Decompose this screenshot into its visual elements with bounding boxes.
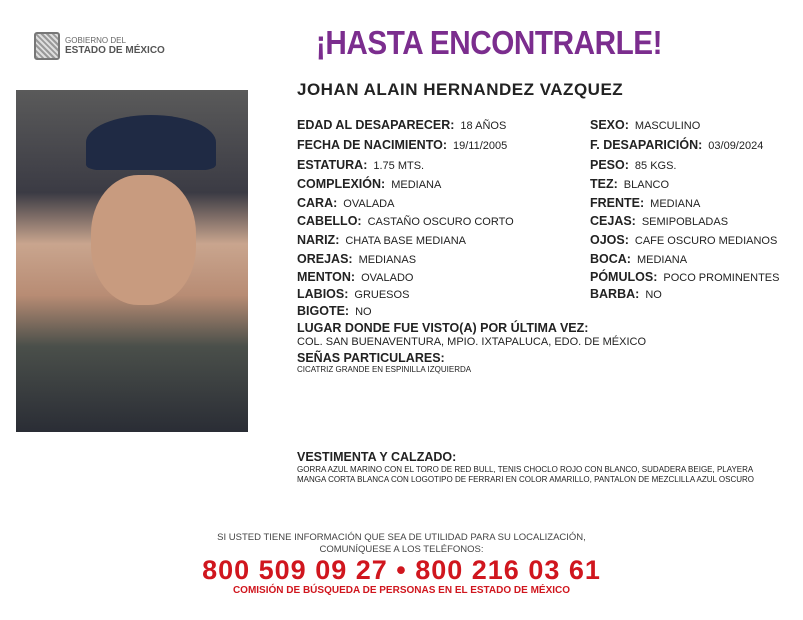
field-label: CEJAS: [590, 214, 636, 228]
field-value: MEDIANA [391, 179, 442, 191]
last-seen-value: COL. SAN BUENAVENTURA, MPIO. IXTAPALUCA, EDO. DE MÉXICO [297, 336, 647, 348]
field-label: FECHA DE NACIMIENTO: [297, 138, 447, 152]
field-row [297, 233, 466, 247]
field-value: CAFE OSCURO MEDIANOS [634, 235, 778, 247]
field-value: BLANCO [623, 179, 670, 191]
government-logo [34, 32, 165, 60]
person-photo [16, 90, 248, 432]
field-value: MEDIANA [636, 254, 688, 266]
field-label: BOCA: [590, 252, 631, 266]
field-row [590, 233, 777, 247]
field-label: OJOS: [590, 233, 629, 247]
field-value: CASTAÑO OSCURO CORTO [367, 216, 514, 228]
field-row [590, 177, 669, 191]
contact-line2: COMUNÍQUESE A LOS TELÉFONOS: [319, 544, 484, 555]
field-label: SEXO: [590, 118, 629, 132]
field-value: OVALADA [343, 198, 395, 210]
field-row [297, 287, 409, 301]
contact-info [0, 532, 803, 556]
field-row [297, 214, 514, 228]
field-row [297, 304, 372, 318]
field-row [297, 158, 424, 172]
field-value: 1.75 MTS. [373, 160, 425, 172]
field-label: CARA: [297, 196, 338, 210]
field-value: GRUESOS [354, 289, 410, 301]
field-label: TEZ: [590, 177, 618, 191]
field-label: EDAD AL DESAPARECER: [297, 118, 455, 132]
marks-label: SEÑAS PARTICULARES: [297, 351, 445, 365]
field-value: MEDIANAS [358, 254, 417, 266]
clothing-label: VESTIMENTA Y CALZADO: [297, 450, 457, 464]
logo-line2: ESTADO DE MÉXICO [65, 45, 165, 56]
field-value: MASCULINO [634, 120, 701, 132]
field-label: MENTON: [297, 270, 356, 284]
field-label: CABELLO: [297, 214, 362, 228]
field-row [297, 270, 413, 284]
field-label: NARIZ: [297, 233, 340, 247]
coat-of-arms-icon [34, 32, 60, 60]
field-value: MEDIANA [650, 198, 701, 210]
field-label: PÓMULOS: [590, 270, 658, 284]
field-label: COMPLEXIÓN: [297, 177, 386, 191]
field-label: F. DESAPARICIÓN: [590, 138, 703, 152]
field-row [590, 138, 763, 152]
field-row [590, 287, 662, 301]
field-row [590, 214, 728, 228]
field-row [590, 252, 687, 266]
field-label: PESO: [590, 158, 629, 172]
clothing-value: GORRA AZUL MARINO CON EL TORO DE RED BULL, TENIS CHOCLO ROJO CON BLANCO, SUDADERA BEIGE, PLAYERA MANGA CORTA BLANCA CON LOGOTIPO DE FERRARI EN COLOR AMARILLO, PANTALON DE MEZCLILLA AZUL OSCURO [297, 465, 754, 484]
last-seen-label: LUGAR DONDE FUE VISTO(A) POR ÚLTIMA VEZ: [297, 321, 589, 335]
field-value: 18 AÑOS [460, 120, 507, 132]
field-value: 85 KGS. [634, 160, 677, 172]
field-value: SEMIPOBLADAS [641, 216, 729, 228]
phone-numbers: 800 509 09 27 • 800 216 03 61 [202, 555, 601, 585]
field-row [297, 138, 507, 152]
field-value: OVALADO [361, 272, 414, 284]
contact-line1: SI USTED TIENE INFORMACIÓN QUE SEA DE UTILIDAD PARA SU LOCALIZACIÓN, [217, 532, 586, 543]
field-label: ESTATURA: [297, 158, 368, 172]
logo-line1: GOBIERNO DEL [65, 36, 126, 45]
field-label: OREJAS: [297, 252, 353, 266]
person-name: JOHAN ALAIN HERNANDEZ VAZQUEZ [297, 80, 624, 99]
field-row [297, 118, 506, 132]
field-value: 03/09/2024 [708, 140, 764, 152]
field-row [297, 252, 416, 266]
field-value: NO [645, 289, 662, 301]
field-row [297, 177, 441, 191]
agency-name: COMISIÓN DE BÚSQUEDA DE PERSONAS EN EL ESTADO DE MÉXICO [232, 585, 571, 596]
field-value: CHATA BASE MEDIANA [345, 235, 466, 247]
field-row [590, 196, 700, 210]
field-row [297, 196, 394, 210]
field-label: BIGOTE: [297, 304, 350, 318]
field-value: NO [355, 306, 372, 318]
poster-title: ¡HASTA ENCONTRARLE! [315, 24, 663, 61]
field-label: BARBA: [590, 287, 640, 301]
field-label: LABIOS: [297, 287, 349, 301]
field-row [590, 118, 700, 132]
marks-value: CICATRIZ GRANDE EN ESPINILLA IZQUIERDA [297, 365, 472, 374]
field-value: POCO PROMINENTES [663, 272, 780, 284]
field-label: FRENTE: [590, 196, 645, 210]
field-row [590, 158, 676, 172]
field-value: 19/11/2005 [453, 140, 508, 152]
field-row [590, 270, 779, 284]
